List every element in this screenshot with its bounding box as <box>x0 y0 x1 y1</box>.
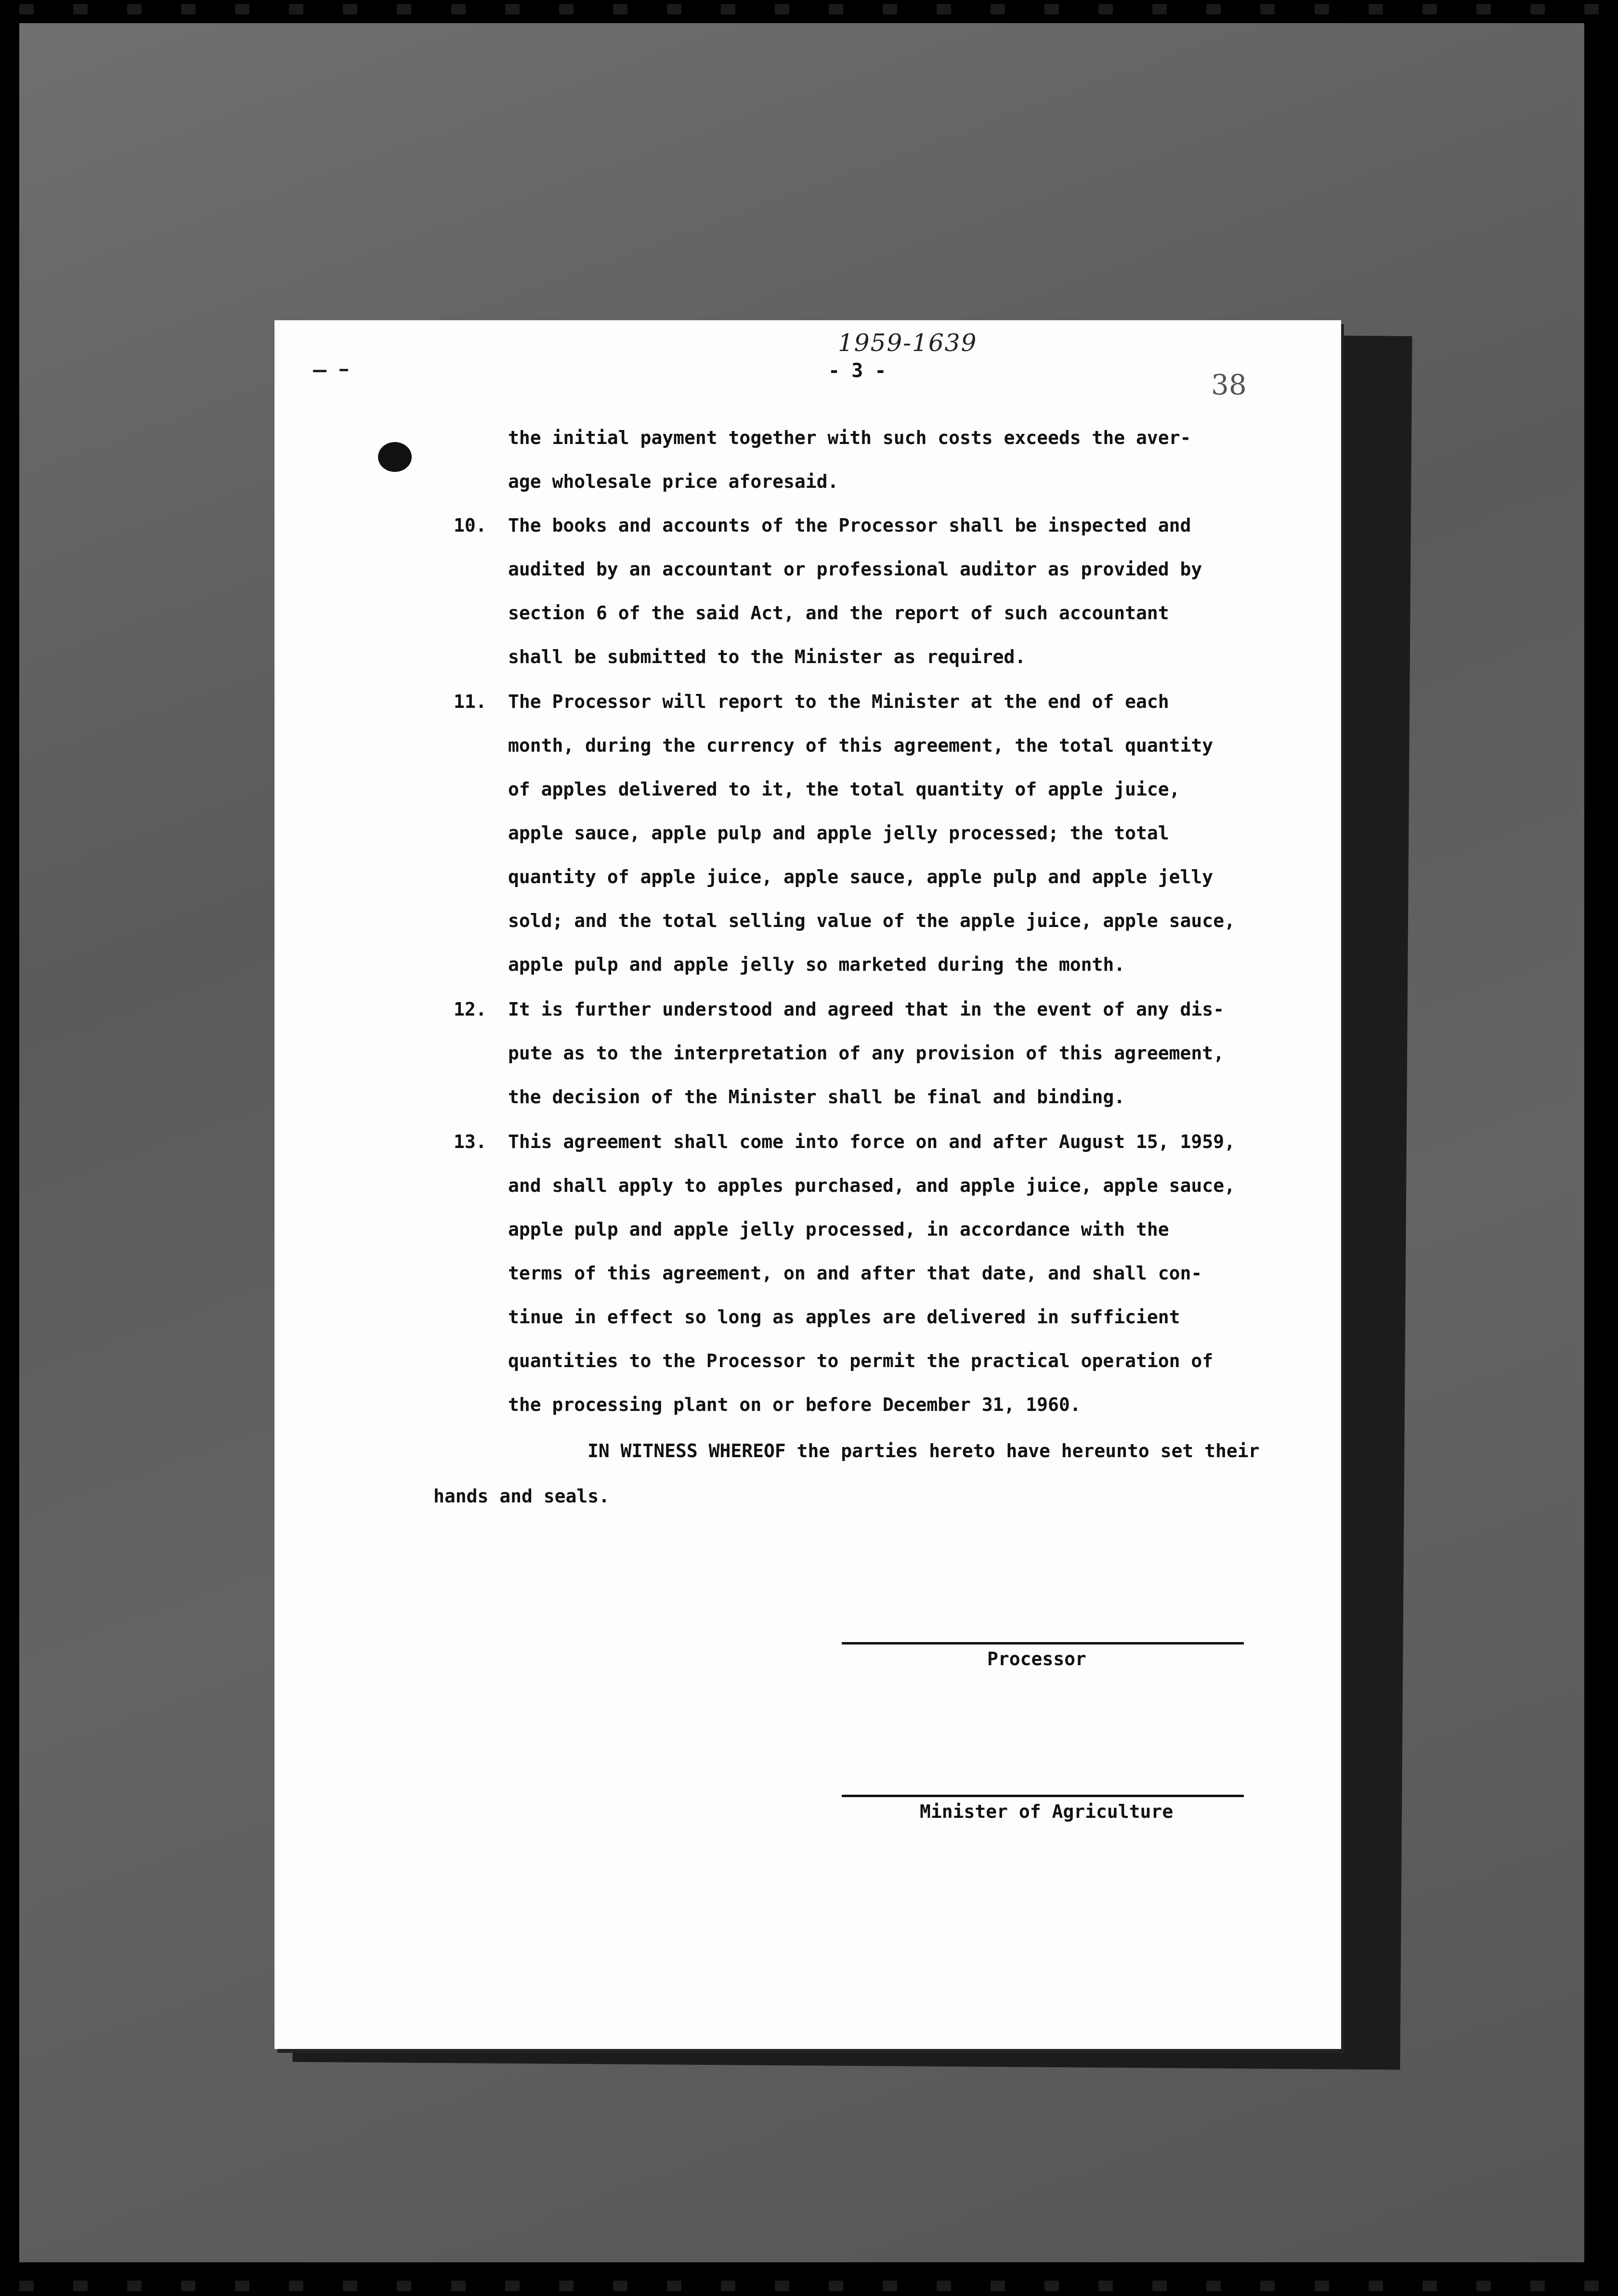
text-line: sold; and the total selling value of the apple juice, apple sauce, <box>508 910 1235 931</box>
text-line: of apples delivered to it, the total quantity of apple juice, <box>508 779 1180 800</box>
punch-hole <box>378 442 412 472</box>
text-line: month, during the currency of this agreement, the total quantity <box>508 735 1214 756</box>
film-perforations-top <box>0 0 1618 19</box>
text-line: This agreement shall come into force on and after August 15, 1959, <box>508 1131 1235 1152</box>
text-line: apple sauce, apple pulp and apple jelly processed; the total <box>508 822 1169 844</box>
stamp-number: 38 <box>1211 368 1247 401</box>
text-line: tinue in effect so long as apples are delivered in sufficient <box>508 1306 1180 1328</box>
margin-dash <box>313 370 326 372</box>
text-line: shall be submitted to the Minister as required. <box>508 646 1026 667</box>
text-line: pute as to the interpretation of any provision of this agreement, <box>508 1043 1225 1064</box>
clause-number: 11. <box>454 691 487 712</box>
witness-clause: IN WITNESS WHEREOF the parties hereto have hereunto set their <box>587 1440 1260 1461</box>
margin-dash <box>339 369 348 371</box>
text-line: the decision of the Minister shall be final and binding. <box>508 1086 1125 1108</box>
page-number: - 3 - <box>828 360 887 382</box>
clause-number: 13. <box>454 1131 487 1152</box>
clause-number: 12. <box>454 999 487 1020</box>
text-line: The books and accounts of the Processor shall be inspected and <box>508 515 1191 536</box>
file-number-handwritten: 1959-1639 <box>838 329 978 357</box>
text-line: apple pulp and apple jelly so marketed during the month. <box>508 954 1125 975</box>
film-perforations-bottom <box>0 2277 1618 2296</box>
text-line: terms of this agreement, on and after that date, and shall con- <box>508 1263 1202 1284</box>
text-line: age wholesale price aforesaid. <box>508 471 839 492</box>
witness-clause-end: hands and seals. <box>433 1486 610 1507</box>
text-line: The Processor will report to the Minister at the end of each <box>508 691 1169 712</box>
signature-label-processor: Processor <box>987 1648 1086 1670</box>
text-line: the processing plant on or before December 31, 1960. <box>508 1394 1081 1415</box>
signature-line-minister <box>842 1795 1244 1797</box>
text-line: It is further understood and agreed that in the event of any dis- <box>508 999 1225 1020</box>
clause-number: 10. <box>454 515 487 536</box>
text-line: quantities to the Processor to permit the practical operation of <box>508 1350 1214 1371</box>
document-page <box>274 320 1341 2049</box>
text-line: quantity of apple juice, apple sauce, apple pulp and apple jelly <box>508 866 1214 887</box>
text-line: audited by an accountant or professional auditor as provided by <box>508 559 1202 580</box>
text-line: and shall apply to apples purchased, and apple juice, apple sauce, <box>508 1175 1235 1196</box>
signature-line-processor <box>842 1642 1244 1644</box>
signature-label-minister: Minister of Agriculture <box>920 1801 1174 1822</box>
text-line: section 6 of the said Act, and the report of such accountant <box>508 602 1169 624</box>
text-line: the initial payment together with such costs exceeds the aver- <box>508 427 1191 448</box>
text-line: apple pulp and apple jelly processed, in accordance with the <box>508 1219 1169 1240</box>
